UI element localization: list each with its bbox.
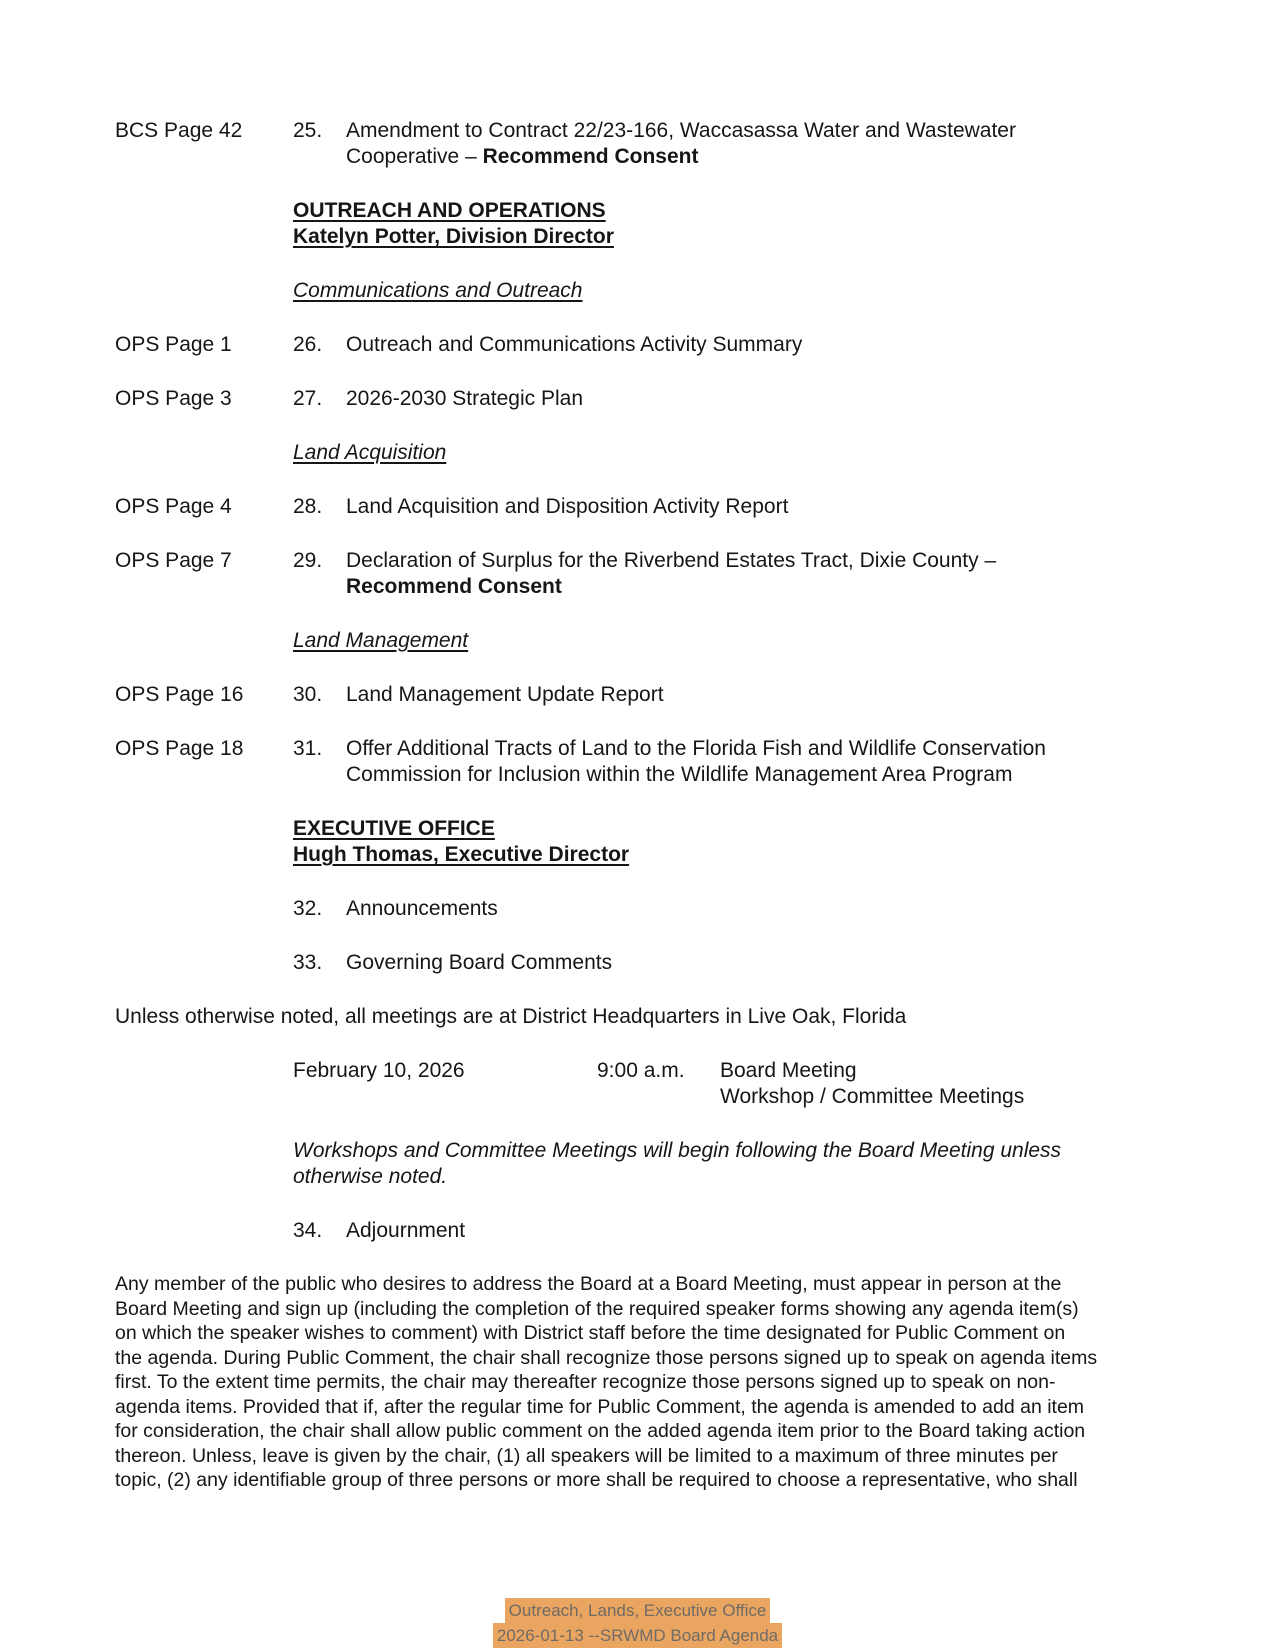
agenda-content <box>115 118 1157 1493</box>
meeting-titles <box>720 1058 1157 1110</box>
item-text <box>346 736 1157 788</box>
item-text-line <box>346 1218 1157 1244</box>
workshops-note-line: otherwise noted. <box>293 1165 448 1188</box>
item-text-bold-segment: Recommend Consent <box>482 145 699 168</box>
item-text-segment: Governing Board Comments <box>346 951 613 974</box>
public-comment-line: on which the speaker wishes to comment) with District staff before the time designated for Public Comment on <box>115 1322 1066 1344</box>
item-text-segment: Land Management Update Report <box>346 683 664 706</box>
item-number: 27. <box>293 387 323 410</box>
footer-stamp-text-1: Outreach, Lands, Executive Office <box>505 1598 771 1623</box>
item-number: 26. <box>293 333 323 356</box>
footer-stamp-line <box>0 1598 1275 1623</box>
item-text <box>346 494 1157 520</box>
meeting-title-line: Workshop / Committee Meetings <box>720 1085 1025 1108</box>
workshops-note-line: Workshops and Committee Meetings will begin following the Board Meeting unless <box>293 1139 1062 1162</box>
item-number: 30. <box>293 683 323 706</box>
public-comment-line: thereon. Unless, leave is given by the chair, (1) all speakers will be limited to a maximum of three minutes per <box>115 1444 1058 1467</box>
section-heading-line: EXECUTIVE OFFICE <box>293 817 495 840</box>
item-text <box>346 682 1157 708</box>
item-number: 28. <box>293 495 323 518</box>
subsection-heading-line: Communications and Outreach <box>293 279 583 302</box>
agenda-item <box>115 896 1157 922</box>
item-text-segment: Offer Additional Tracts of Land to the Florida Fish and Wildlife Conservation <box>346 737 1046 760</box>
item-number: 33. <box>293 951 323 974</box>
public-comment-line: the agenda. During Public Comment, the chair shall recognize those persons signed up to speak on agenda items <box>115 1346 1098 1369</box>
item-text-segment: Amendment to Contract 22/23-166, Waccasassa Water and Wastewater <box>346 119 1016 142</box>
section-heading-line: Katelyn Potter, Division Director <box>293 225 614 248</box>
item-text-line <box>346 494 1157 520</box>
section-heading <box>293 198 1157 250</box>
item-text-segment: 2026-2030 Strategic Plan <box>346 387 583 410</box>
item-number: 31. <box>293 737 323 760</box>
item-text <box>346 548 1157 600</box>
item-text <box>346 1218 1157 1244</box>
public-comment-line: agenda items. Provided that if, after the regular time for Public Comment, the agenda is amended to add an item <box>115 1395 1085 1418</box>
subsection-heading-line: Land Management <box>293 629 469 652</box>
item-text-line <box>346 896 1157 922</box>
item-text-line <box>346 144 1157 170</box>
agenda-item <box>115 682 1157 708</box>
footer-stamp-text-2: 2026-01-13 --SRWMD Board Agenda <box>493 1623 782 1648</box>
section-heading-line: OUTREACH AND OPERATIONS <box>293 199 606 222</box>
item-number: 34. <box>293 1219 323 1242</box>
meetings-location-note-line: Unless otherwise noted, all meetings are at District Headquarters in Live Oak, Florida <box>115 1005 907 1028</box>
meeting-schedule-row <box>293 1058 1157 1110</box>
agenda-item <box>115 950 1157 976</box>
subsection-heading <box>293 628 1157 654</box>
page-ref-label: OPS Page 18 <box>115 737 244 760</box>
agenda-item <box>115 1218 1157 1244</box>
agenda-item <box>115 118 1157 170</box>
workshops-note <box>293 1138 1157 1190</box>
item-text <box>346 386 1157 412</box>
footer-stamp <box>0 1598 1275 1648</box>
public-comment-line: Any member of the public who desires to address the Board at a Board Meeting, must appear in person at the <box>115 1273 1062 1295</box>
item-text-bold-segment: Recommend Consent <box>346 575 562 598</box>
page-ref-label: OPS Page 3 <box>115 387 232 410</box>
public-comment-line: topic, (2) any identifiable group of three persons or more shall be required to choose a representative, who shall <box>115 1469 1078 1491</box>
item-text-line <box>346 118 1157 144</box>
subsection-heading-line: Land Acquisition <box>293 441 447 464</box>
item-text-line <box>346 386 1157 412</box>
page-ref-label: OPS Page 16 <box>115 683 244 706</box>
public-comment-line: first. To the extent time permits, the chair may thereafter recognize those persons signed up to speak on non- <box>115 1371 1056 1393</box>
page-ref-label: BCS Page 42 <box>115 119 243 142</box>
item-text-line <box>346 762 1157 788</box>
page-ref-label: OPS Page 7 <box>115 549 232 572</box>
item-text-segment: Outreach and Communications Activity Summary <box>346 333 803 356</box>
item-text-segment: Commission for Inclusion within the Wildlife Management Area Program <box>346 763 1013 786</box>
item-number: 29. <box>293 549 323 572</box>
section-heading <box>293 816 1157 868</box>
item-text-line <box>346 574 1157 600</box>
item-text-segment: Cooperative – <box>346 145 483 168</box>
item-text-line <box>346 682 1157 708</box>
item-text-line <box>346 332 1157 358</box>
page-ref-label: OPS Page 4 <box>115 495 232 518</box>
item-text <box>346 332 1157 358</box>
agenda-item <box>115 548 1157 600</box>
item-text-segment: Declaration of Surplus for the Riverbend Estates Tract, Dixie County – <box>346 549 997 572</box>
public-comment-paragraph <box>115 1272 1157 1493</box>
item-number: 25. <box>293 119 323 142</box>
item-text-line <box>346 736 1157 762</box>
public-comment-line: for consideration, the chair shall allow public comment on the added agenda item prior to the Board taking action <box>115 1420 1086 1442</box>
subsection-heading <box>293 278 1157 304</box>
subsection-heading <box>293 440 1157 466</box>
item-number: 32. <box>293 897 323 920</box>
item-text-segment: Adjournment <box>346 1219 466 1242</box>
item-text-segment: Land Acquisition and Disposition Activity Report <box>346 495 789 518</box>
item-text-segment: Announcements <box>346 897 498 920</box>
meeting-title-line: Board Meeting <box>720 1059 857 1082</box>
item-text-line <box>346 950 1157 976</box>
item-text-line <box>346 548 1157 574</box>
item-text <box>346 118 1157 170</box>
agenda-item <box>115 494 1157 520</box>
public-comment-line: Board Meeting and sign up (including the completion of the required speaker forms showing any agenda item(s) <box>115 1297 1079 1320</box>
meeting-time: 9:00 a.m. <box>597 1059 685 1082</box>
page-ref-label: OPS Page 1 <box>115 333 232 356</box>
meeting-date: February 10, 2026 <box>293 1059 465 1082</box>
agenda-item <box>115 332 1157 358</box>
meetings-location-note <box>115 1004 1157 1030</box>
item-text <box>346 896 1157 922</box>
item-text <box>346 950 1157 976</box>
section-heading-line: Hugh Thomas, Executive Director <box>293 843 630 866</box>
agenda-item <box>115 736 1157 788</box>
footer-stamp-line <box>0 1623 1275 1648</box>
agenda-item <box>115 386 1157 412</box>
